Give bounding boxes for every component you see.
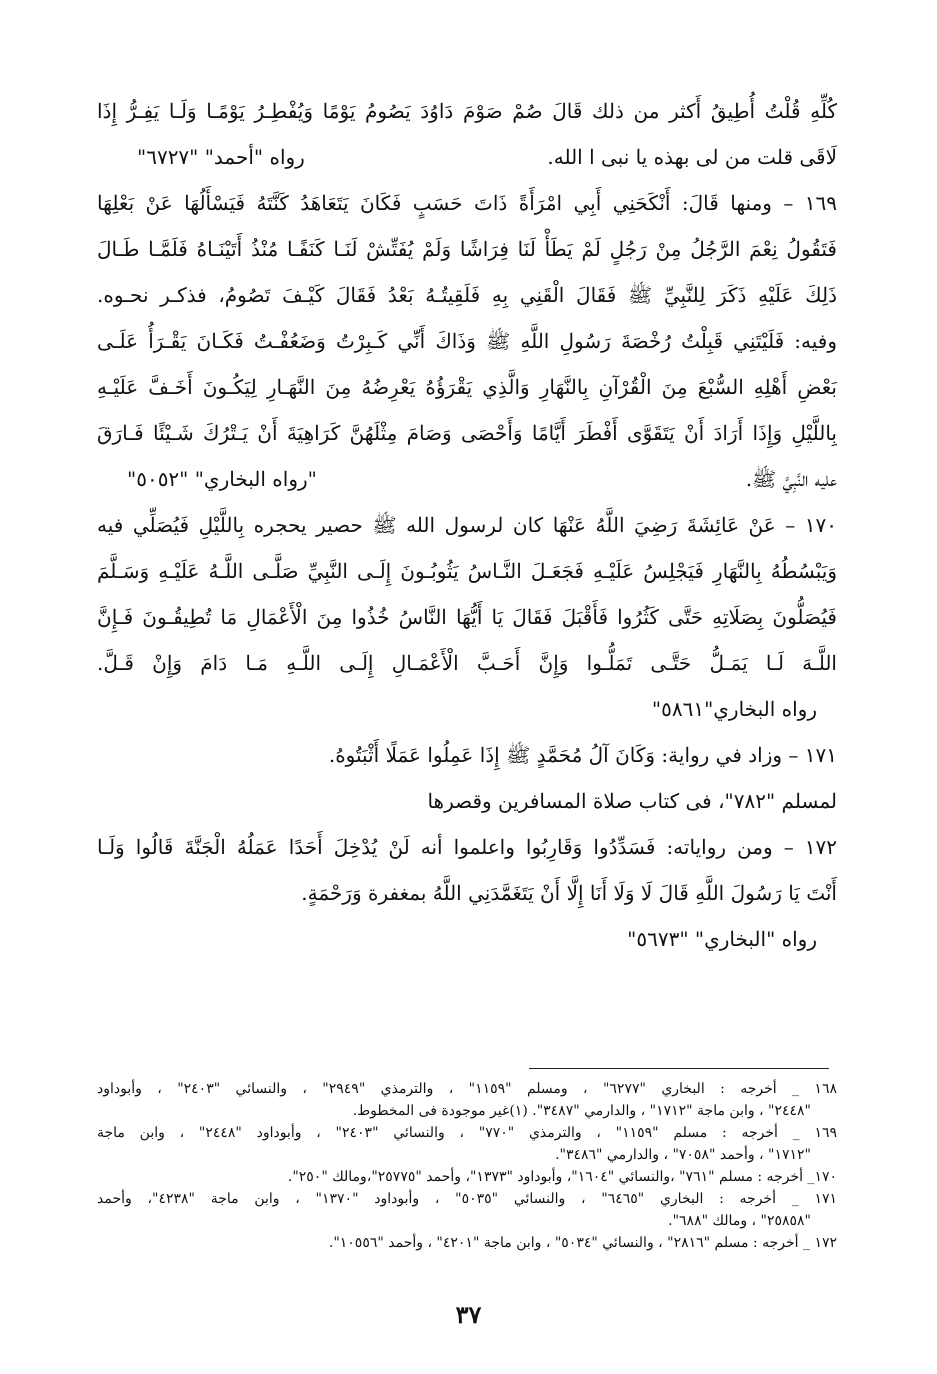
text-line: فَيُصَلُّونَ بِصَلَاتِهِ حَتَّى كَثُرُوا فَأَقْبَلَ فَقَالَ يَا أَيُّهَا النَّاسُ خُذُوا مِنَ الْأَعْمَالِ مَا تُطِيقُـونَ فَـإِنَّ (97, 605, 837, 629)
main-text-body (97, 88, 837, 962)
footnote-171-cont: "٢٥٨٥٨" ، ومالك "٦٨٨". (668, 1213, 811, 1229)
source-reference-170: رواه البخاري"٥٨٦١" (651, 697, 817, 721)
hadith-171-line: ١٧١ – وزاد في رواية: وَكَانَ آلُ مُحَمَّدٍ ﷺ إِذَا عَمِلُوا عَمَلًا أَثْبَتُوهُ. (328, 743, 837, 767)
source-reference-172: رواه "البخاري" "٥٦٧٣" (627, 927, 817, 951)
text-line: ذَلِكَ عَلَيْهِ ذَكَرَ لِلنَّبِيِّ ﷺ فَقَالَ الْقَنِي بِهِ فَلَقِيتُـهُ بَعْدُ فَقَالَ كَيْـفَ تَصُومُ، فذكـر نحـوه. (97, 283, 837, 307)
footnote-168-cont: "٢٤٤٨" ، وابن ماجة "١٧١٢" ، والدارمي "٣٤٨٧". (١)غير موجودة فى المخطوط. (352, 1103, 811, 1119)
footnotes-section (97, 1078, 837, 1254)
hadith-169-line: ١٦٩ – ومنها قَالَ: أَنْكَحَنِي أَبِي امْرَأَةً ذَاتَ حَسَبٍ فَكَانَ يَتَعَاهَدُ كَنَّتَهُ فَيَسْأَلُهَا عَنْ بَعْلِهَا (97, 191, 837, 215)
text-row-169-end (97, 456, 837, 502)
footnote-divider (529, 1068, 829, 1069)
footnote-168: ١٦٨ _ أخرجه : البخاري "٦٢٧٧" ، ومسلم "١١٥٩" ، والترمذي "٢٩٤٩" ، والنسائي "٢٤٠٣" ، وأبوداود (97, 1081, 837, 1097)
page-number: ٣٧ (455, 1300, 482, 1329)
text-line: بِاللَّيْلِ وَإِذَا أَرَادَ أَنْ يَتَقَوَّى أَفْطَرَ أَيَّامًا وَأَحْصَى وَصَامَ مِثْلَهُنَّ كَرَاهِيَةَ أَنْ يَـتْرُكَ شَـيْئًا فَـارَقَ (97, 421, 837, 445)
footnote-170: ١٧٠_ أخرجه : مسلم "٧٦١" ،والنسائي "١٦٠٤"، وأبوداود "١٣٧٣"، وأحمد "٢٥٧٧٥"،ومالك "٢٥٠". (287, 1169, 837, 1185)
source-reference-171: لمسلم "٧٨٢"، فى كتاب صلاة المسافرين وقصرها (427, 789, 837, 813)
text-line: بَعْضِ أَهْلِهِ السُّبْعَ مِنَ الْقُرْآنِ بِالنَّهَارِ وَالَّذِي يَقْرَؤُهُ يَعْرِضُهُ مِنَ النَّهَـارِ لِيَكُـونَ أَخَـفَّ عَلَيْـهِ (97, 375, 837, 399)
text-line: فَتَقُولُ نِعْمَ الرَّجُلُ مِنْ رَجُلٍ لَمْ يَطَأْ لَنَا فِرَاشًا وَلَمْ يُفَتِّشْ لَنَـا كَنَفًـا مُنْذُ أَتَيْنَـاهُ فَلَمَّـا طَـالَ (97, 237, 837, 261)
text-row-168-end (97, 134, 837, 180)
text-line: أَنْتَ يَا رَسُولَ اللَّهِ قَالَ لَا وَلَا أَنَا إِلَّا أَنْ يَتَغَمَّدَنِي اللَّهُ بمغفرة وَرَحْمَةٍ. (301, 881, 837, 905)
text-line: وَيَبْسُطُهُ بِالنَّهَارِ فَيَجْلِسُ عَلَيْـهِ فَجَعَـلَ النَّـاسُ يَثُوبُـونَ إِلَـى النَّبِيِّ صَلَّـى اللَّـهُ عَلَيْـهِ وَسَـلَّمَ (97, 559, 837, 583)
footnote-171: ١٧١ _ أخرجه : البخاري "٦٤٦٥" ، والنسائي "٥٠٣٥" ، وأبوداود "١٣٧٠" ، وابن ماجة "٤٢٣٨"، وأحمد (97, 1191, 837, 1207)
hadith-172-line: ١٧٢ – ومن رواياته: فَسَدِّدُوا وَقَارِبُوا واعلموا أنه لَنْ يُدْخِلَ أَحَدًا عَمَلُهُ الْجَنَّةَ قَالُوا وَلَـا (97, 835, 837, 859)
text-line: وفيه: فَلَيْتَنِي قَبِلْتُ رُخْصَةَ رَسُولِ اللَّهِ ﷺ وَذَاكَ أَنِّي كَـبِرْتُ وَضَعُفْـتُ فَكَـانَ يَقْـرَأُ عَلَـى (97, 329, 837, 353)
source-reference-168: رواه "أحمد" "٦٧٢٧" (137, 145, 305, 169)
footnote-169-cont: "١٧١٢" ، وأحمد "٧٠٥٨" ، والدارمي "٣٤٨٦". (555, 1147, 811, 1163)
text-line: عليه النَّبِيَّ ﷺ. (745, 467, 837, 491)
source-reference-169: "رواه البخاري" "٥٠٥٢" (127, 467, 317, 491)
footnote-172: ١٧٢ _ أخرجه : مسلم "٢٨١٦" ، والنسائي "٥٠٣٤" ، وابن ماجة "٤٢٠١" ، وأحمد "١٠٥٥٦". (328, 1235, 837, 1251)
text-line: لَاقَى قلت من لى بهذه يا نبى ا الله. (547, 145, 837, 169)
text-line: اللَّـهَ لَـا يَمَـلُّ حَتَّـى تَمَلُّـوا وَإِنَّ أَحَـبَّ الْأَعْمَـالِ إِلَـى اللَّـهِ مَـا دَامَ وَإِنْ قَـلَّ. (97, 651, 837, 675)
footnote-169: ١٦٩ _ أخرجه : مسلم "١١٥٩" ، والترمذي "٧٧٠" ، والنسائي "٢٤٠٣" ، وأبوداود "٢٤٤٨" ، وابن ماجة (97, 1125, 837, 1141)
hadith-170-line: ١٧٠ – عَنْ عَائِشَةَ رَضِيَ اللَّهُ عَنْهَا كان لرسول الله ﷺ حصير يحجره بِاللَّيْلِ فَيُصَلِّي فيه (97, 513, 837, 537)
text-line: كُلِّهِ قُلْتُ أُطِيقُ أَكثر من ذلك قَالَ صُمْ صَوْمَ دَاوُدَ يَصُومُ يَوْمًا وَيُفْطِـرُ يَوْمًـا وَلَـا يَفِـرُّ إِذَا (97, 99, 837, 123)
